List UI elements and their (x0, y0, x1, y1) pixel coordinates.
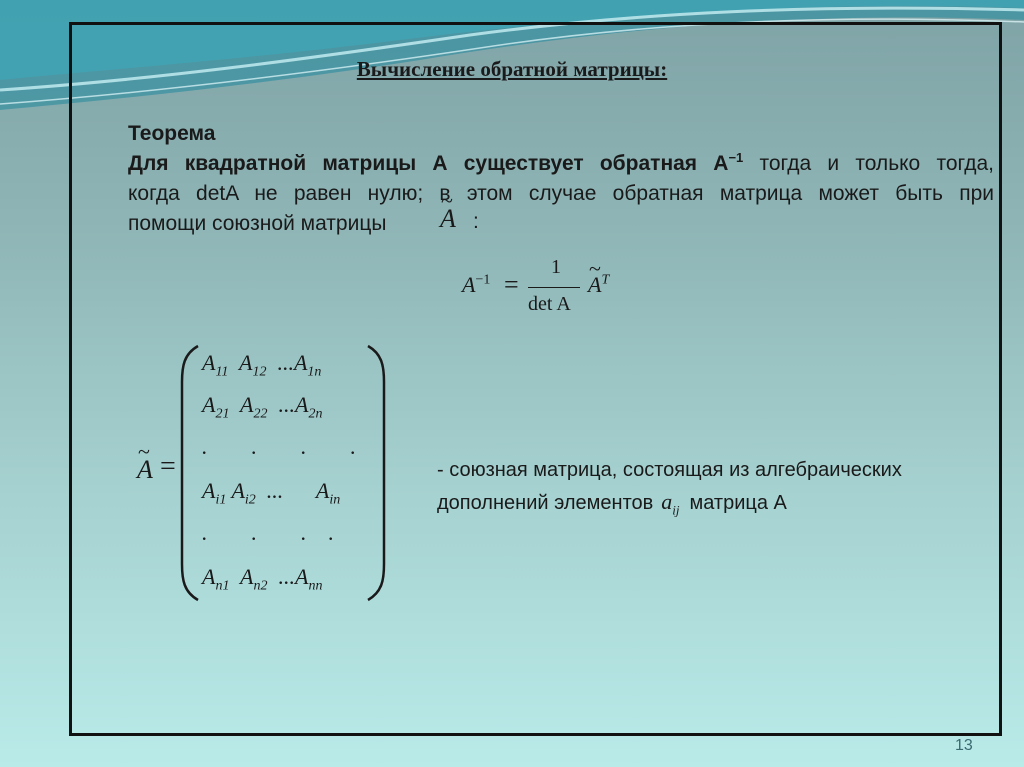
formula-equals: = (504, 270, 519, 299)
theorem-block (128, 119, 994, 239)
matrix-row-1: $A_{11}$ $A_{12}$ $...A_{1n}$ (202, 350, 322, 380)
fraction-bar (528, 287, 580, 288)
formula-rhs: ~ $A^T$ (588, 272, 609, 298)
theorem-line-3: помощи союзной матрицы (128, 212, 387, 235)
adjugate-matrix (176, 342, 390, 604)
theorem-line-1: Для квадратной матрицы А существует обратная $А^{-1}$ тогда и только тогда, (128, 150, 994, 175)
adjugate-symbol-inline: ~ A (440, 204, 456, 234)
formula-numerator: 1 (551, 256, 561, 278)
description-line-1: - союзная матрица, состоящая из алгебраических (437, 459, 902, 481)
theorem-colon: : (473, 210, 479, 233)
matrix-row-2: $A_{21}$ $A_{22}$ $...A_{2n}$ (202, 392, 323, 422)
inverse-formula (462, 256, 622, 326)
slide-title: Вычисление обратной матрицы: (356, 57, 668, 81)
adjugate-symbol: ~ A (137, 455, 153, 485)
theorem-line-2: когда detA не равен нулю; в этом случае обратная матрица может быть при (128, 182, 994, 205)
formula-denominator: det A (528, 293, 571, 315)
matrix-row-3: . . . . (202, 434, 356, 459)
element-aij: $a_{ij}$ (661, 489, 680, 518)
matrix-row-6: $A_{n1}$ $A_{n2}$ $...A_{nn}$ (202, 564, 323, 594)
formula-lhs: $A^{-1}$ (462, 272, 491, 297)
theorem-heading: Теорема (128, 122, 216, 145)
matrix-row-5: . . . . (202, 520, 334, 545)
page-number: 13 (955, 737, 973, 754)
description-line-2: дополнений элементов $a_{ij}$ матрица А (437, 489, 787, 518)
matrix-equals: = (160, 451, 176, 482)
adjugate-description (437, 455, 997, 525)
matrix-row-4: $A_{i1}$ $A_{i2}$ ... $A_{in}$ (202, 478, 341, 508)
